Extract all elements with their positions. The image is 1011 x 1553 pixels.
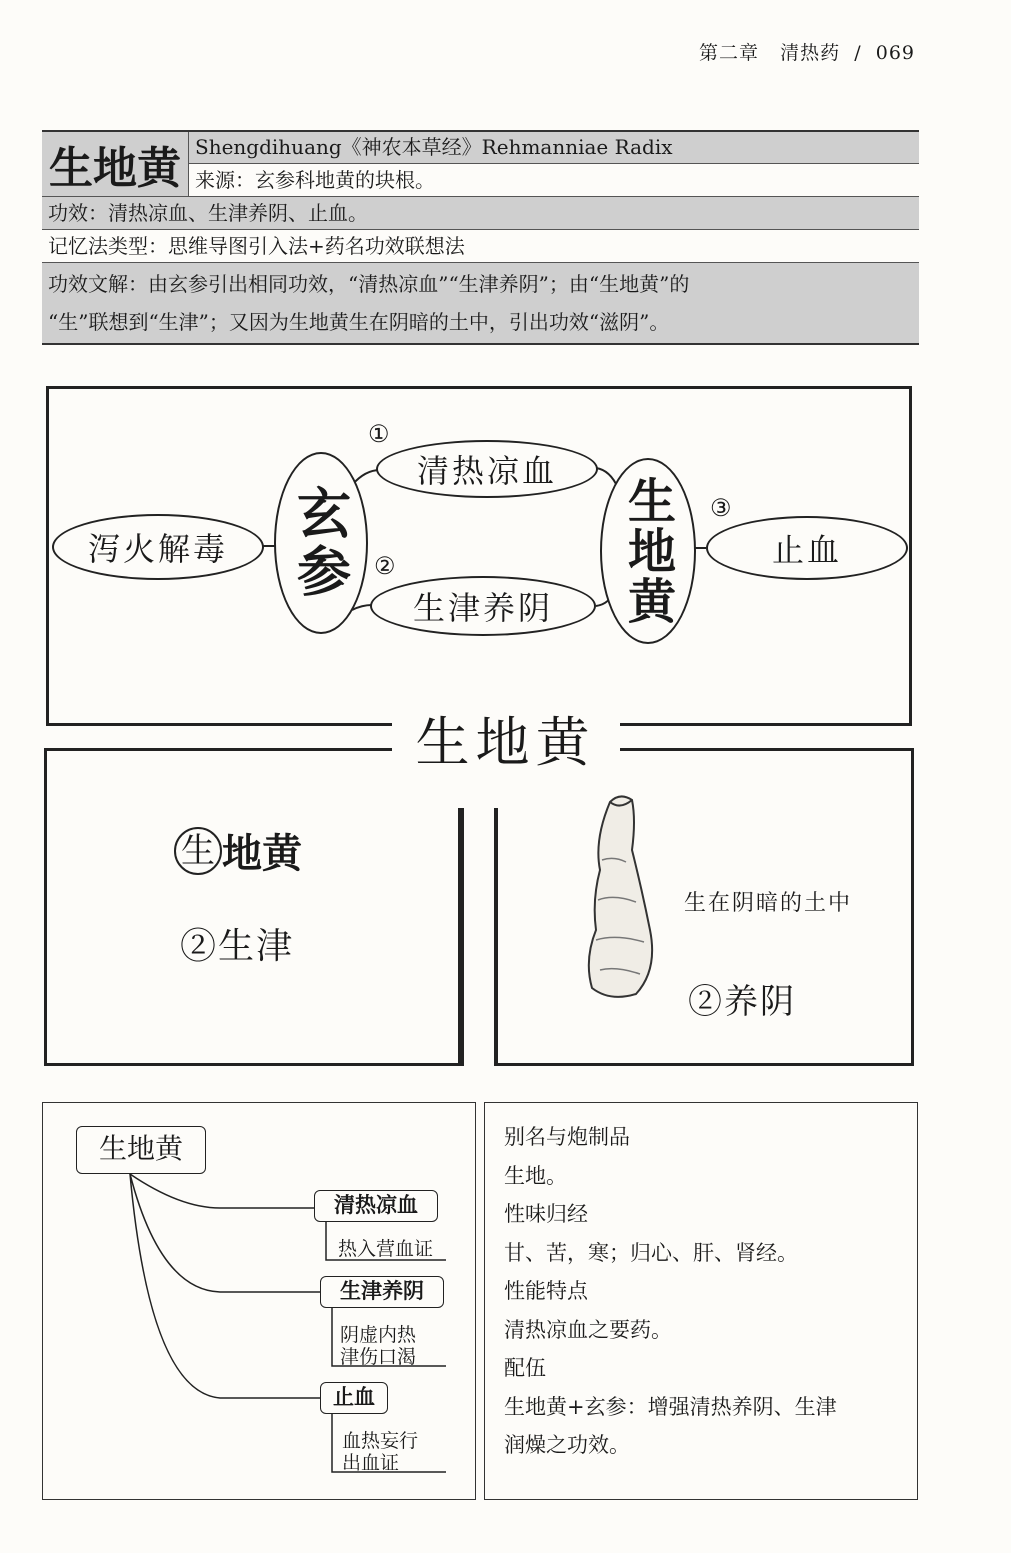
- big-title-text: 生地黄: [392, 711, 620, 774]
- compat-heading: 配伍: [504, 1356, 546, 1380]
- feature-heading: 性能特点: [504, 1279, 588, 1303]
- herb-source: 来源：玄参科地黄的块根。: [195, 168, 435, 192]
- number-2: ②: [374, 552, 396, 580]
- left-divider: [458, 808, 464, 1066]
- tree-branch-3-sub-2: 出血证: [342, 1452, 400, 1474]
- name-rest: 地黄: [222, 830, 302, 877]
- node-qingre: 清热凉血: [376, 440, 598, 498]
- nature-text: 甘、苦，寒；归心、肝、肾经。: [504, 1240, 798, 1265]
- left-panel: [44, 748, 464, 1066]
- tree-branch-3: 止血: [320, 1382, 388, 1414]
- tree-branch-2: 生津养阴: [320, 1276, 444, 1308]
- mindmap-connectors: [0, 0, 1011, 760]
- node-shengjin: 生津养阴: [370, 576, 596, 636]
- memory-type: 记忆法类型：思维导图引入法+药名功效联想法: [42, 230, 919, 263]
- node-xuanshen: 玄参: [274, 452, 368, 634]
- circled-name: [174, 822, 302, 879]
- number-3: ③: [710, 494, 732, 522]
- herb-title-line: Shengdihuang《神农本草经》Rehmanniae Radix: [189, 132, 919, 164]
- properties-list: [504, 1118, 837, 1465]
- node-xiehuo: 泻火解毒: [52, 514, 264, 580]
- separator: /: [854, 42, 862, 64]
- tree-branch-2-sub-2: 津伤口渴: [340, 1346, 417, 1368]
- tree-branch-2-sub: [340, 1324, 416, 1368]
- explain-line-2: “生”联想到“生津”；又因为生地黄生在阴暗的土中，引出功效“滋阴”。: [48, 310, 670, 334]
- explain-line-1: 功效文解：由玄参引出相同功效，“清热凉血”“生津养阴”；由“生地黄”的: [48, 272, 690, 296]
- tree-branch-3-sub-1: 血热妄行: [342, 1430, 419, 1452]
- tree-branch-2-sub-1: 阴虚内热: [340, 1324, 417, 1346]
- herb-name: 生地黄: [42, 132, 189, 196]
- tree-root: 生地黄: [76, 1126, 206, 1174]
- section-label: 清热药: [780, 42, 841, 64]
- soil-text: 生在阴暗的土中: [684, 891, 853, 916]
- alias-text: 生地。: [504, 1163, 567, 1188]
- nature-heading: 性味归经: [504, 1202, 588, 1226]
- compat-text-1: 生地黄+玄参：增强清热养阴、生津: [504, 1394, 837, 1419]
- circled-char: 生: [174, 827, 222, 875]
- node-zhixue: 止血: [706, 516, 908, 580]
- shengjin-text: ②生津: [180, 926, 295, 967]
- page-number: 069: [875, 42, 915, 64]
- tree-branch-3-sub: [342, 1430, 418, 1474]
- number-1: ①: [368, 420, 390, 448]
- root-illustration: [580, 790, 670, 1002]
- alias-heading: 别名与炮制品: [504, 1125, 630, 1149]
- tree-branch-1: 清热凉血: [314, 1190, 438, 1222]
- big-title: [0, 700, 1011, 777]
- node-shengdihuang: 生地黄: [600, 458, 696, 644]
- chapter-label: 第二章: [698, 42, 759, 64]
- yangyin-text: ②养阴: [688, 982, 796, 1022]
- tree-branch-1-sub: 热入营血证: [338, 1238, 434, 1260]
- compat-text-2: 润燥之功效。: [504, 1433, 630, 1457]
- herb-effect: 功效：清热凉血、生津养阴、止血。: [42, 197, 919, 230]
- feature-text: 清热凉血之要药。: [504, 1317, 672, 1342]
- right-divider: [494, 808, 498, 1066]
